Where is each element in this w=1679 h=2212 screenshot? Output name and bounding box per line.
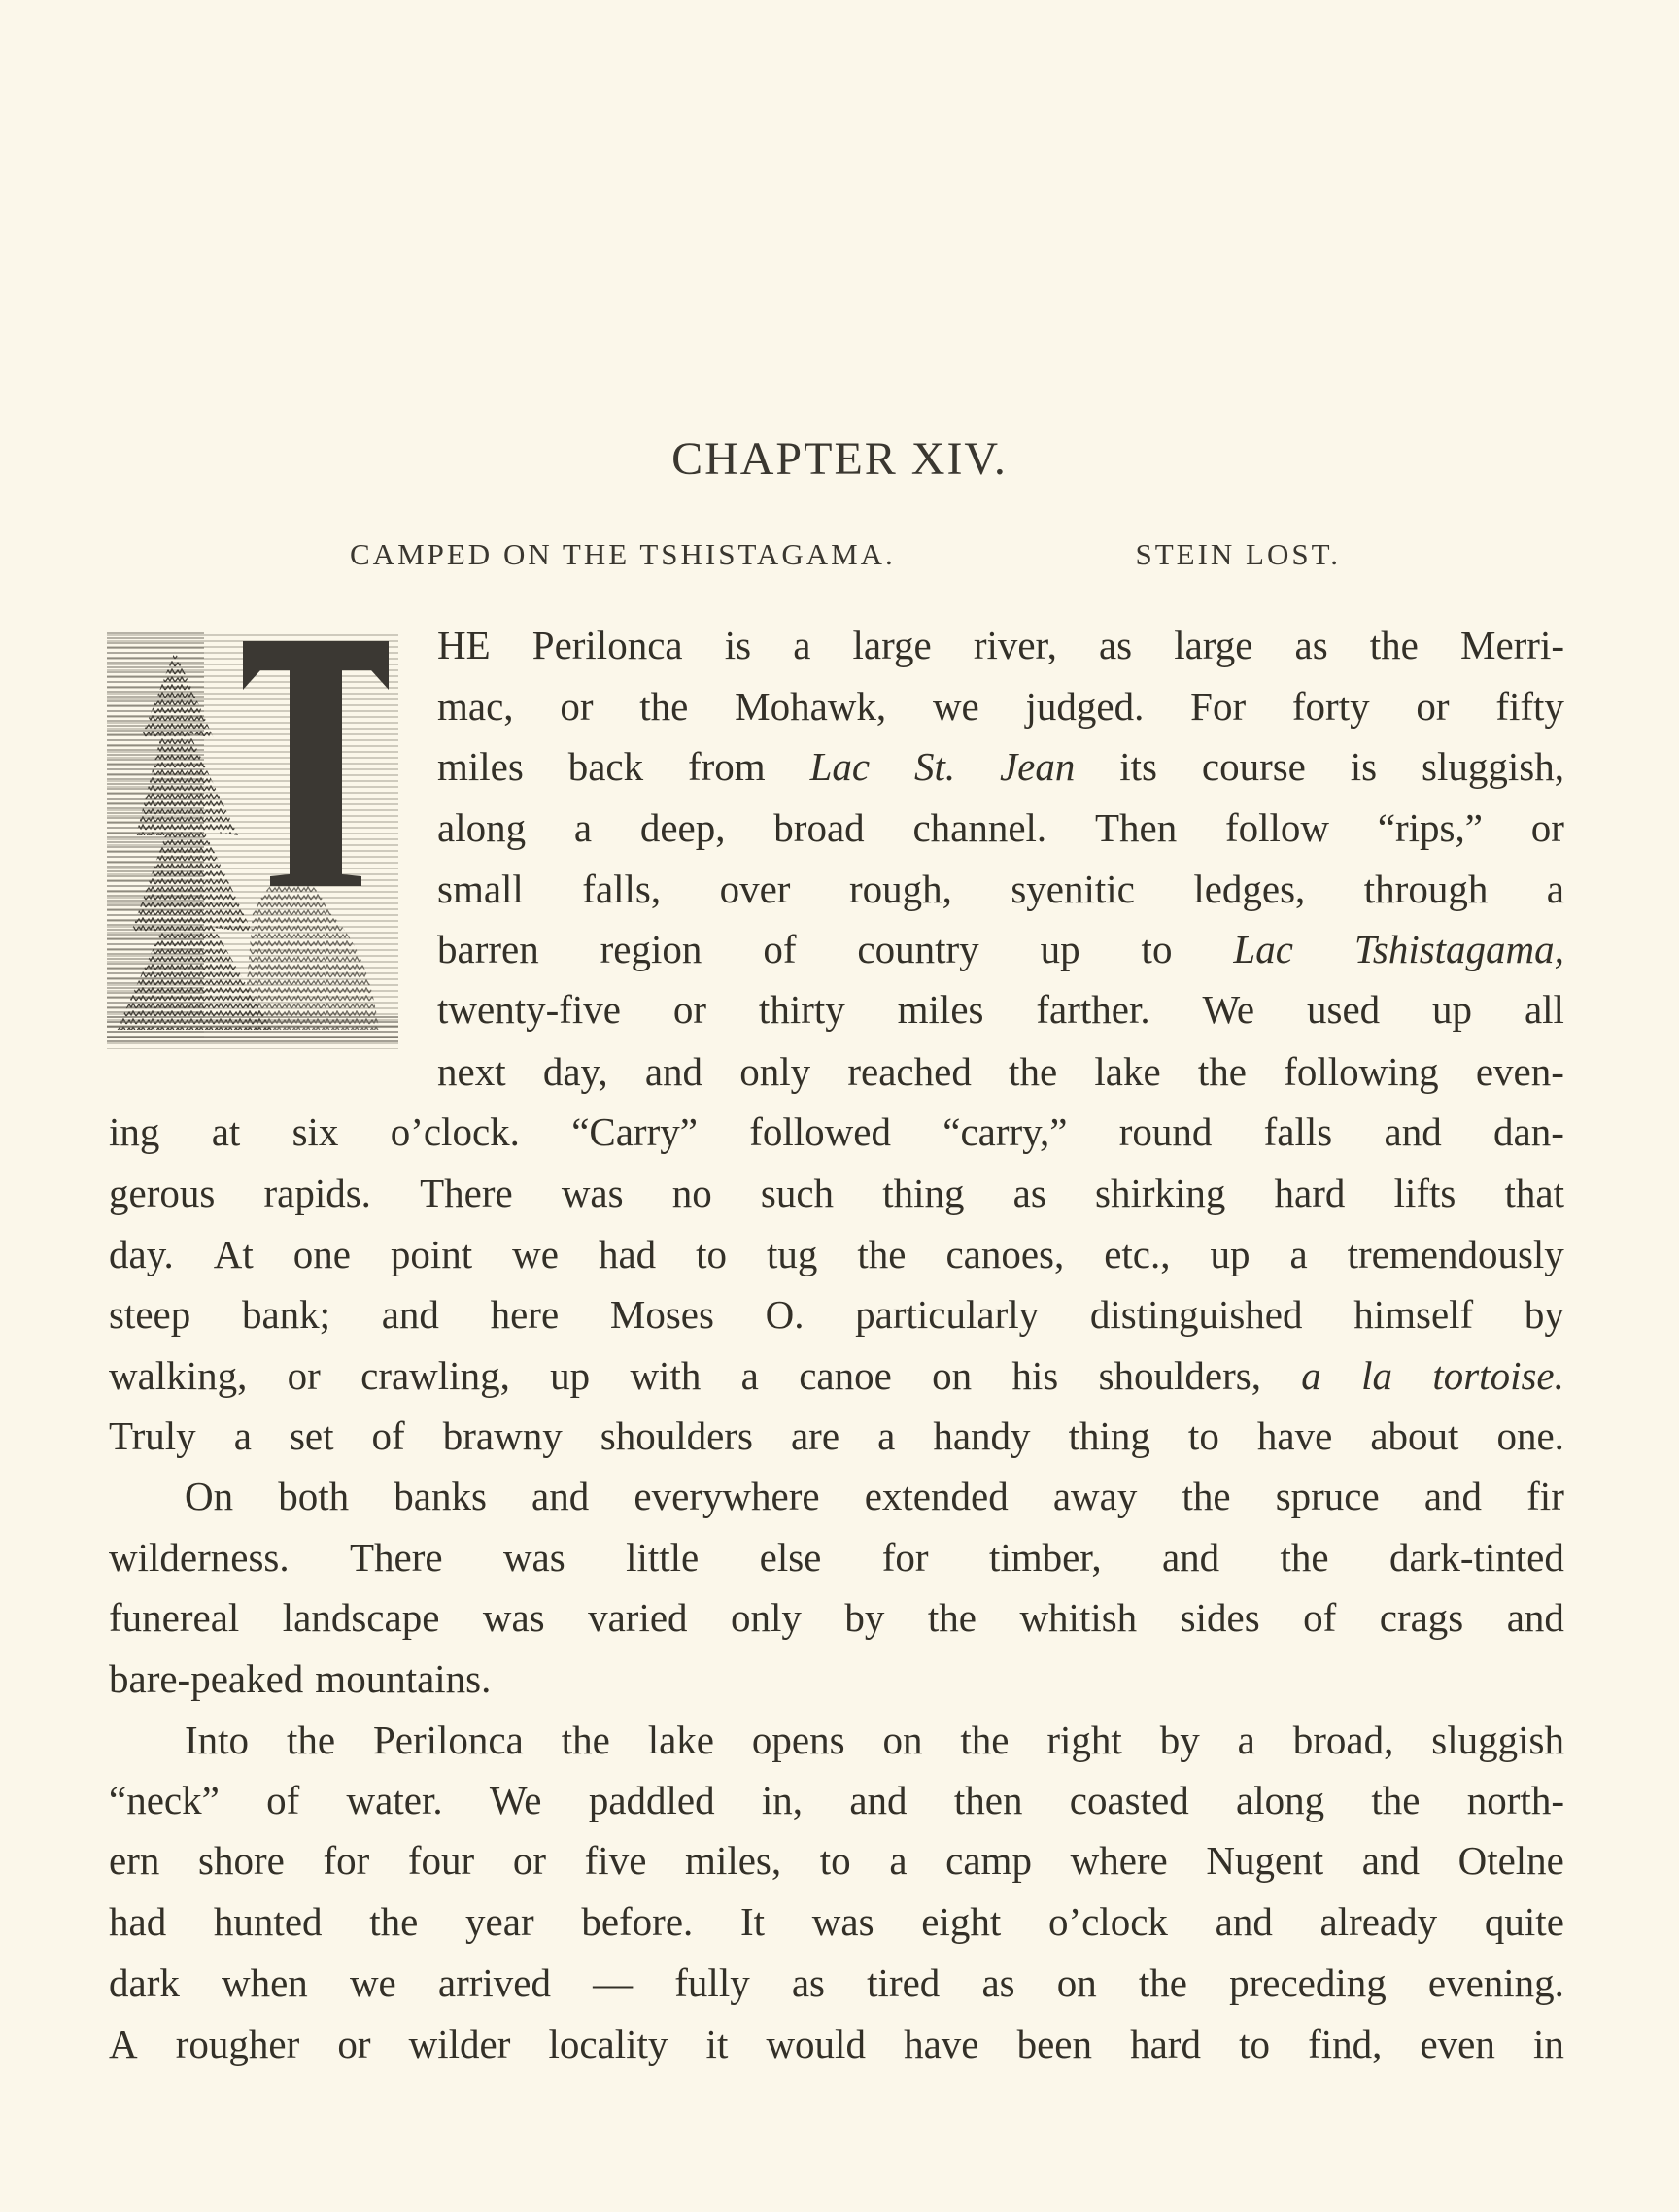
text-line: next day, and only reached the lake the following even- <box>437 1049 1564 1094</box>
text-line: Truly a set of brawny shoulders are a handy thing to have about one. <box>109 1413 1564 1458</box>
dropcap-illustration <box>107 622 408 1059</box>
text-line: walking, or crawling, up with a canoe on his shoulders, a la tortoise. <box>109 1353 1564 1398</box>
text-line: ern shore for four or five miles, to a camp where Nugent and Otelne <box>109 1838 1564 1883</box>
text-line: steep bank; and here Moses O. particularly distinguished himself by <box>109 1292 1564 1337</box>
text-line: mac, or the Mohawk, we judged. For forty or fifty <box>437 684 1564 729</box>
text-line: twenty-five or thirty miles farther. We used up all <box>437 987 1564 1032</box>
text-line: small falls, over rough, syenitic ledges, through a <box>437 867 1564 911</box>
text-line: gerous rapids. There was no such thing as shirking hard lifts that <box>109 1171 1564 1215</box>
text-line: On both banks and everywhere extended away the spruce and fir <box>185 1474 1564 1518</box>
text-line: had hunted the year before. It was eight o’clock and already quite <box>109 1899 1564 1944</box>
text-line: HE Perilonca is a large river, as large as the Merri- <box>437 623 1564 667</box>
text-line: dark when we arrived — fully as tired as on the preceding evening. <box>109 1960 1564 2005</box>
text-line: barren region of country up to Lac Tshistagama, <box>437 927 1564 971</box>
chapter-subtitle-right: STEIN LOST. <box>1135 537 1341 571</box>
text-line: A rougher or wilder locality it would have been hard to find, even in <box>109 2022 1564 2066</box>
text-line: wilderness. There was little else for timber, and the dark-tinted <box>109 1535 1564 1580</box>
text-line: funereal landscape was varied only by the whitish sides of crags and <box>109 1595 1564 1640</box>
text-line: day. At one point we had to tug the canoes, etc., up a tremendously <box>109 1232 1564 1276</box>
text-line: Into the Perilonca the lake opens on the right by a broad, sluggish <box>185 1718 1564 1762</box>
chapter-subtitle-left: CAMPED ON THE TSHISTAGAMA. <box>350 537 896 571</box>
dropcap-letter: T <box>107 622 108 623</box>
text-line: ing at six o’clock. “Carry” followed “carry,” round falls and dan- <box>109 1109 1564 1154</box>
chapter-subtitle <box>350 537 1341 572</box>
text-line: bare-peaked mountains. <box>109 1656 492 1701</box>
text-line: “neck” of water. We paddled in, and then coasted along the north- <box>109 1778 1564 1822</box>
chapter-title: CHAPTER XIV. <box>671 433 1008 485</box>
text-line: along a deep, broad channel. Then follow “rips,” or <box>437 805 1564 850</box>
text-line: miles back from Lac St. Jean its course is sluggish, <box>437 744 1564 789</box>
